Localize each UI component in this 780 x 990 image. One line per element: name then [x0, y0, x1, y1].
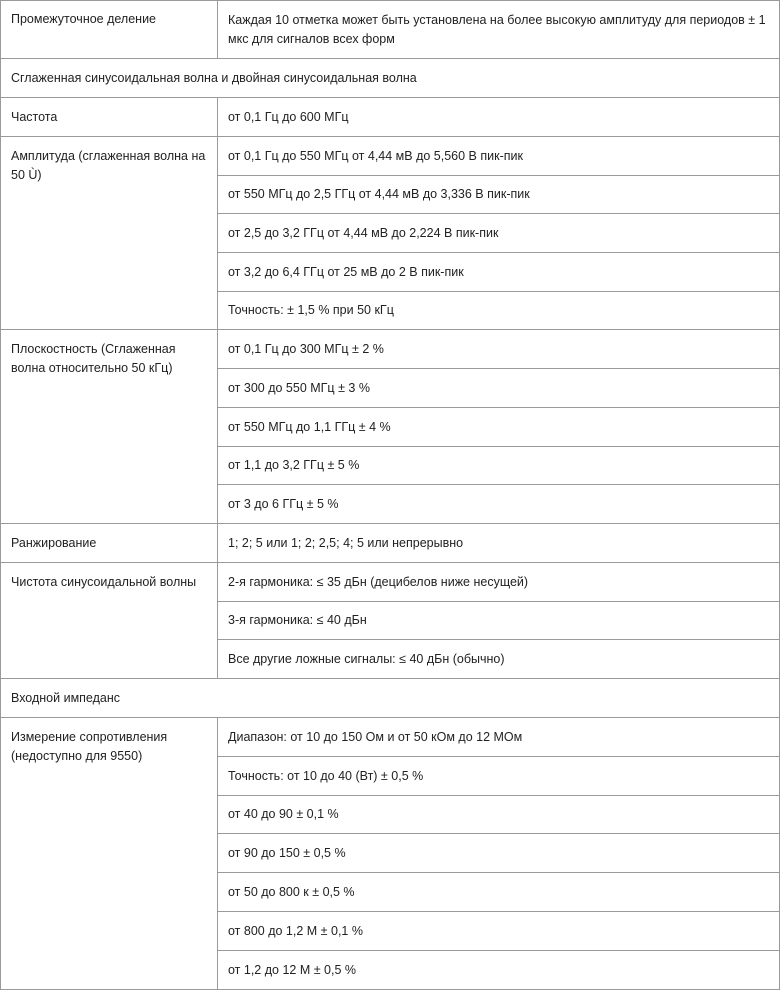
param-label: Частота	[1, 98, 218, 137]
param-label: Чистота синусоидальной волны	[1, 563, 218, 679]
param-value: от 40 до 90 ± 0,1 %	[218, 796, 780, 834]
table-row	[1, 718, 780, 757]
param-value: 2-я гармоника: ≤ 35 дБн (децибелов ниже несущей)	[218, 563, 780, 602]
param-value: от 550 МГц до 2,5 ГГц от 4,44 мВ до 3,336 В пик-пик	[218, 176, 780, 214]
param-value: от 2,5 до 3,2 ГГц от 4,44 мВ до 2,224 В пик-пик	[218, 214, 780, 253]
section-header: Входной импеданс	[1, 679, 780, 718]
table-row	[1, 137, 780, 176]
param-value: от 90 до 150 ± 0,5 %	[218, 834, 780, 873]
param-value: от 300 до 550 МГц ± 3 %	[218, 369, 780, 408]
table-row	[1, 524, 780, 563]
section-header-row	[1, 59, 780, 98]
param-value: Точность: от 10 до 40 (Вт) ± 0,5 %	[218, 757, 780, 796]
param-value: от 50 до 800 к ± 0,5 %	[218, 873, 780, 912]
param-value: Диапазон: от 10 до 150 Ом и от 50 кОм до 12 МОм	[218, 718, 780, 757]
param-label: Измерение сопротивления (недоступно для 9550)	[1, 718, 218, 990]
table-row	[1, 330, 780, 369]
param-value: 1; 2; 5 или 1; 2; 2,5; 4; 5 или непрерывно	[218, 524, 780, 563]
table-row	[1, 98, 780, 137]
param-value: Все другие ложные сигналы: ≤ 40 дБн (обычно)	[218, 640, 780, 679]
param-label: Амплитуда (сглаженная волна на 50 Ù)	[1, 137, 218, 330]
param-value: 3-я гармоника: ≤ 40 дБн	[218, 602, 780, 640]
section-header: Сглаженная синусоидальная волна и двойная синусоидальная волна	[1, 59, 780, 98]
table-row	[1, 1, 780, 59]
param-value: от 1,1 до 3,2 ГГц ± 5 %	[218, 447, 780, 485]
param-label: Промежуточное деление	[1, 1, 218, 59]
param-value: от 1,2 до 12 М ± 0,5 %	[218, 951, 780, 990]
param-value: Точность: ± 1,5 % при 50 кГц	[218, 292, 780, 330]
param-value: от 3 до 6 ГГц ± 5 %	[218, 485, 780, 524]
param-value: от 3,2 до 6,4 ГГц от 25 мВ до 2 В пик-пик	[218, 253, 780, 292]
section-header-row	[1, 679, 780, 718]
param-value: от 0,1 Гц до 300 МГц ± 2 %	[218, 330, 780, 369]
param-value: от 0,1 Гц до 600 МГц	[218, 98, 780, 137]
table-row	[1, 563, 780, 602]
param-value: от 800 до 1,2 М ± 0,1 %	[218, 912, 780, 951]
param-label: Ранжирование	[1, 524, 218, 563]
param-label: Плоскостность (Сглаженная волна относительно 50 кГц)	[1, 330, 218, 524]
param-value: от 550 МГц до 1,1 ГГц ± 4 %	[218, 408, 780, 447]
param-value: от 0,1 Гц до 550 МГц от 4,44 мВ до 5,560 В пик-пик	[218, 137, 780, 176]
param-value: Каждая 10 отметка может быть установлена на более высокую амплитуду для периодов ± 1 мкс для сигналов всех форм	[218, 1, 780, 59]
